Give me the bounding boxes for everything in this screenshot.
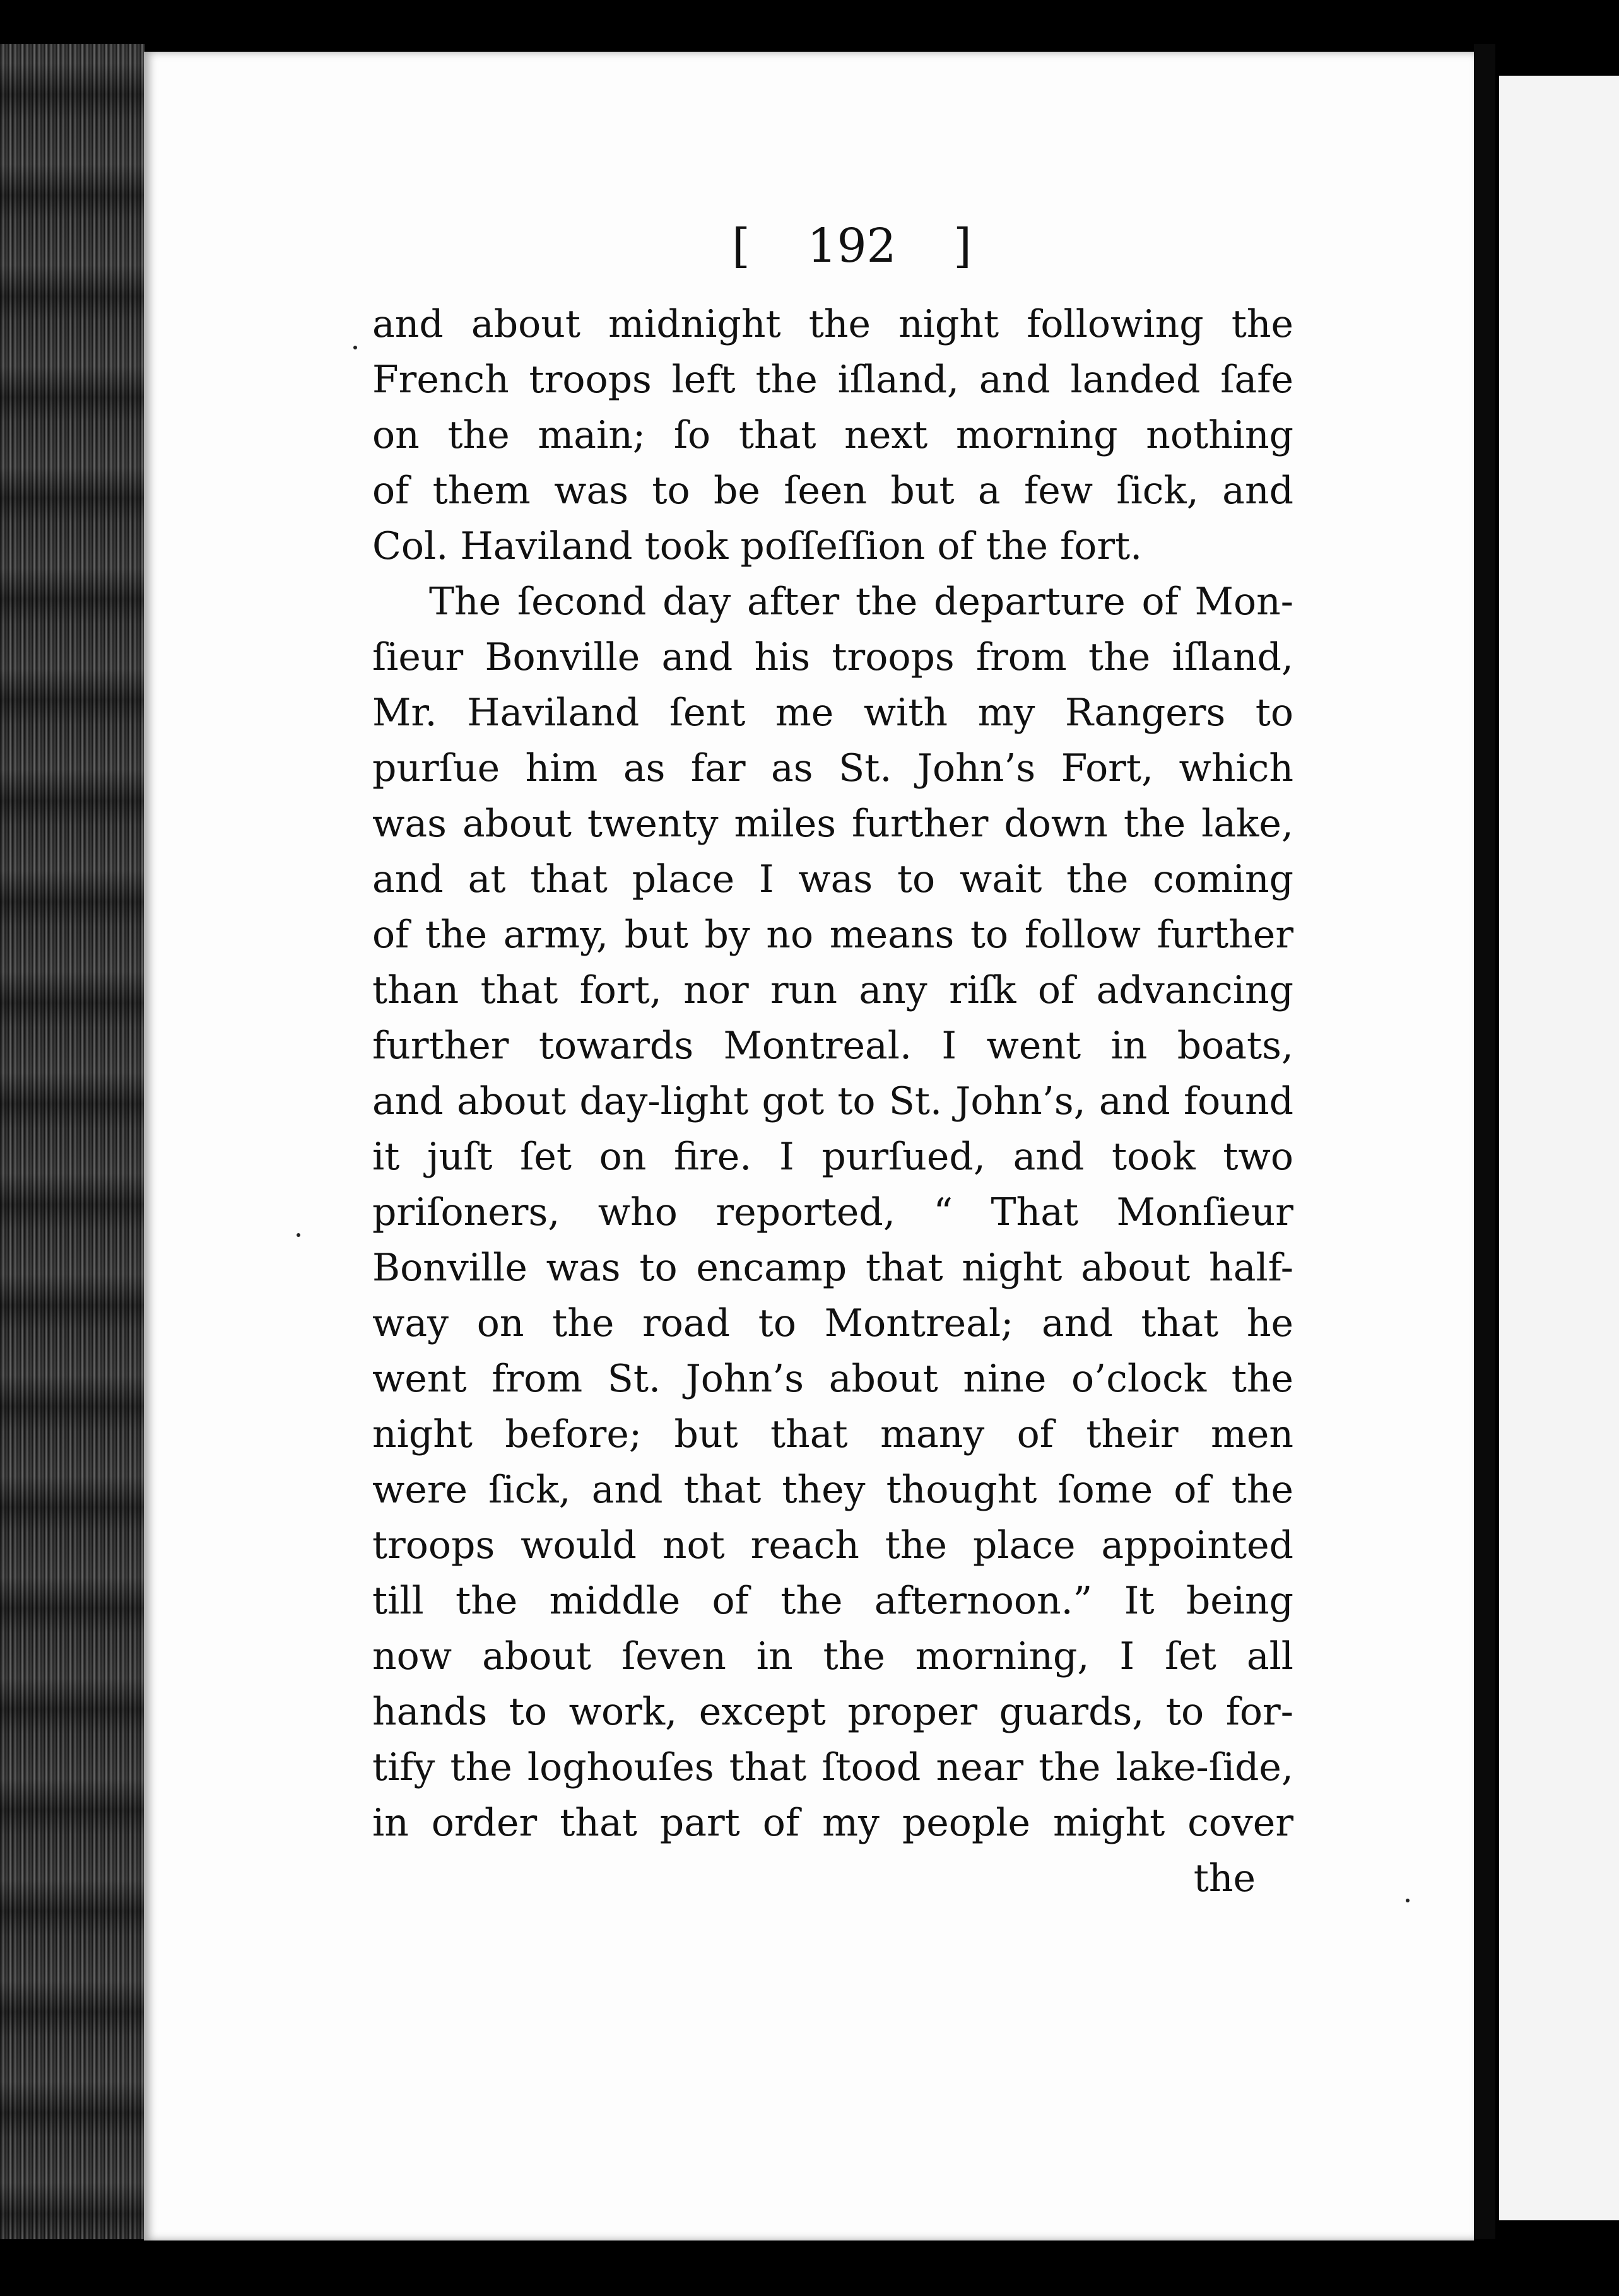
adjacent-page-border — [1495, 76, 1499, 2220]
page-gutter — [1474, 44, 1495, 2239]
text-line: Bonville was to encamp that night about half- — [372, 1246, 1293, 1290]
text-line: now about ſeven in the morning, I ſet all — [372, 1634, 1293, 1678]
text-line: was about twenty miles further down the lake, — [372, 802, 1293, 846]
text-line: were ſick, and that they thought ſome of the — [372, 1468, 1293, 1512]
text-line: The ſecond day after the departure of Mon- — [429, 580, 1293, 624]
text-line: Col. Haviland took poſſeſſion of the fort. — [372, 524, 1143, 568]
text-line: purſue him as far as St. John’s Fort, which — [372, 746, 1293, 790]
catchword: the — [1193, 1856, 1256, 1901]
ink-speck — [353, 346, 357, 349]
text-line: in order that part of my people might cover — [372, 1801, 1293, 1845]
adjacent-page-edge — [1495, 76, 1619, 2220]
ink-speck — [1406, 1899, 1410, 1902]
text-line: way on the road to Montreal; and that he — [372, 1301, 1293, 1345]
text-line: troops would not reach the place appointed — [372, 1523, 1293, 1567]
text-line: further towards Montreal. I went in boats, — [372, 1024, 1293, 1068]
text-line: night before; but that many of their men — [372, 1412, 1293, 1456]
text-line: French troops left the iſland, and landed ſafe — [372, 358, 1293, 402]
text-line: went from St. John’s about nine o’clock the — [372, 1357, 1293, 1401]
body-text — [372, 296, 1293, 1906]
header-open-bracket: [ — [732, 219, 750, 273]
text-line: ſieur Bonville and his troops from the iſland, — [372, 635, 1293, 679]
text-line: tify the loghouſes that ſtood near the lake-ſide, — [372, 1745, 1293, 1789]
text-line: and about day-light got to St. John’s, and found — [372, 1079, 1293, 1123]
text-line: of the army, but by no means to follow further — [372, 913, 1293, 957]
page-number: 192 — [807, 219, 897, 273]
text-line: priſoners, who reported, “ That Monſieur — [372, 1190, 1293, 1234]
text-line: than that fort, nor run any riſk of advancing — [372, 968, 1293, 1012]
header-close-bracket: ] — [953, 219, 972, 273]
text-line: and at that place I was to wait the coming — [372, 857, 1293, 901]
book-spine — [0, 44, 145, 2239]
text-line: on the main; ſo that next morning nothing — [372, 413, 1293, 457]
ink-speck — [297, 1233, 300, 1237]
text-line: and about midnight the night following the — [372, 302, 1293, 346]
text-line: of them was to be ſeen but a few ſick, and — [372, 469, 1293, 513]
text-line: hands to work, except proper guards, to for- — [372, 1690, 1293, 1734]
text-line: till the middle of the afternoon.” It being — [372, 1579, 1293, 1623]
text-line: Mr. Haviland ſent me with my Rangers to — [372, 691, 1293, 735]
page-header — [732, 214, 972, 278]
text-line: it juſt ſet on fire. I purſued, and took two — [372, 1135, 1293, 1179]
